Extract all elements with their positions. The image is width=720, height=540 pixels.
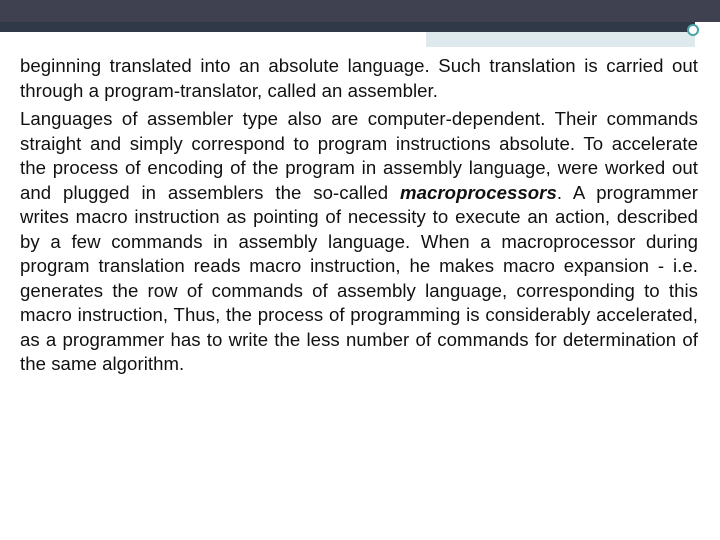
paragraph-2-rest: . A programmer writes macro instruction as pointing of necessity to execute an action, described by a few commands in assembly language. When a macroprocessor during program translation reads macro instruction, he makes macro expansion - i.e. generates the row of commands of assembly language, corresponding to this macro instruction, Thus, the process of programming is considerably accelerated, as a programmer has to write the less number of commands for determination of the same algorithm. <box>20 181 698 374</box>
paragraph-2-intro: Languages of assembler type also are computer-dependent. Their commands straight and simply correspond to program instructions absolute. To accelerate the process of encoding of the program in assembly language, were worked out and plugged in assemblers the so-called <box>20 108 698 203</box>
paragraph-2 <box>20 107 698 377</box>
slide-body <box>20 54 698 377</box>
slide-ornament-circle <box>687 24 699 36</box>
slide-header-bar <box>0 0 720 22</box>
slide-header-band <box>0 22 695 32</box>
emphasized-term: macroprocessors <box>400 181 557 203</box>
paragraph-1: beginning translated into an absolute language. Such translation is carried out through a program-translator, called an assembler. <box>20 55 698 101</box>
slide-accent-strip <box>426 32 695 47</box>
